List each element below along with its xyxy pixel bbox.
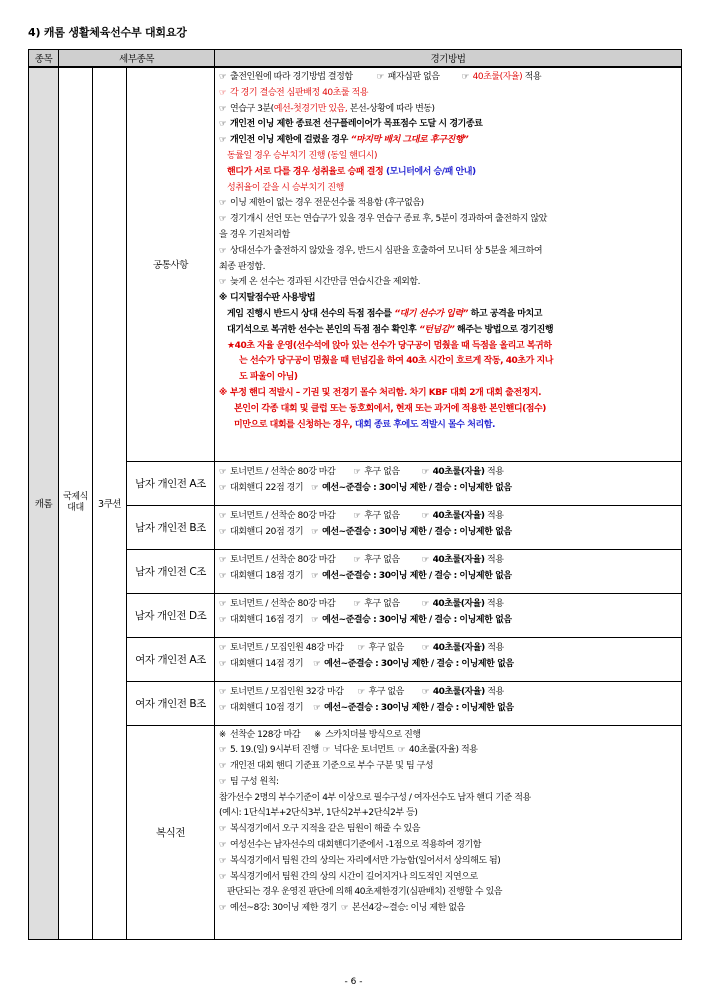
sub-method: ☞ 토너먼트 / 모집인원 32강 마감 ☞ 후구 없음 ☞ 40초룰(자율) 적용 ☞ 대회핸디 10점 경기 ☞ 예선~준결승 : 30이닝 제한 / 결승 : 이닝제한 없음 [215, 681, 682, 725]
pointer-icon: ☞ [311, 570, 319, 581]
sub-label: 남자 개인전 A조 [127, 461, 215, 505]
pointer-icon: ☞ [219, 840, 227, 851]
rule-line: 게임 진행시 반드시 상대 선수의 득점 점수를 “대기 선수가 입력” 하고 공격을 마치고 [227, 308, 542, 319]
pointer-icon: ☞ [219, 570, 227, 581]
rule-line: 대기석으로 복귀한 선수는 본인의 득점 점수 확인후 “턴넘김” 해주는 방법으로 경기진행 [227, 324, 554, 335]
rule-line: ※ 디지탈점수판 사용방법 [219, 291, 678, 307]
pointer-icon: ☞ [219, 245, 227, 256]
rule-line: ☞ 연습구 3분(예선-첫경기만 있음, 본선-상황에 따라 변동) [219, 102, 678, 118]
pointer-icon: ☞ [219, 103, 227, 114]
pointer-icon: ☞ [219, 702, 227, 713]
note-icon: ※ [219, 729, 226, 740]
page-number: - 6 - [344, 977, 363, 987]
event-cushion: 3쿠션 [93, 67, 127, 939]
sub-label: 여자 개인전 A조 [127, 637, 215, 681]
rule-line: ☞ 개인전 이닝 제한에 걸렸을 경우 “마지막 배치 그대로 후구진행” [219, 133, 678, 149]
rule-line: ☞ 각 경기 결승전 심판배정 40초룰 적용 [219, 86, 678, 102]
pointer-icon: ☞ [353, 554, 361, 565]
table-row [29, 593, 682, 637]
sub-method: ☞ 토너먼트 / 선착순 80강 마감 ☞ 후구 없음 ☞ 40초룰(자율) 적용 ☞ 대회핸디 18점 경기 ☞ 예선~준결승 : 30이닝 제한 / 결승 : 이닝제한 없음 [215, 549, 682, 593]
table-row [29, 461, 682, 505]
pointer-icon: ☞ [421, 554, 429, 565]
pointer-icon: ☞ [219, 87, 227, 98]
note-icon: ※ [219, 293, 227, 304]
pointer-icon: ☞ [219, 510, 227, 521]
pointer-icon: ☞ [219, 614, 227, 625]
pointer-icon: ☞ [421, 510, 429, 521]
header-event: 종목 [29, 50, 59, 68]
pointer-icon: ☞ [353, 598, 361, 609]
pointer-icon: ☞ [313, 658, 321, 669]
pointer-icon: ☞ [219, 642, 227, 653]
table-row [29, 725, 682, 939]
pointer-icon: ☞ [219, 686, 227, 697]
sub-label: 남자 개인전 D조 [127, 593, 215, 637]
pointer-icon: ☞ [219, 72, 227, 82]
pointer-icon: ☞ [219, 135, 227, 146]
rule-line: ☞ 경기개시 선언 또는 연습구가 있을 경우 연습구 종료 후, 5분이 경과하여 출전하지 않았 [219, 212, 678, 228]
rule-line: 을 경우 기권처리함 [219, 229, 290, 240]
header-sub-event: 세부종목 [59, 50, 215, 68]
note-icon: ※ [314, 729, 321, 740]
pointer-icon: ☞ [219, 761, 227, 772]
rule-line: 성취율이 같을 시 승부치기 진행 [227, 182, 344, 193]
rule-line: ※ 부정 핸디 적발시 – 기권 및 전경기 몰수 처리함. 차기 KBF 대회 2개 대회 출전정지. [219, 386, 678, 402]
common-label: 공통사항 [127, 67, 215, 461]
pointer-icon: ☞ [219, 658, 227, 669]
pointer-icon: ☞ [357, 686, 365, 697]
pointer-icon: ☞ [219, 554, 227, 565]
doubles-label: 복식전 [127, 725, 215, 939]
sub-method: ☞ 토너먼트 / 선착순 80강 마감 ☞ 후구 없음 ☞ 40초룰(자율) 적용 ☞ 대회핸디 22점 경기 ☞ 예선~준결승 : 30이닝 제한 / 결승 : 이닝제한 없음 [215, 461, 682, 505]
rule-line: 동률일 경우 승부치기 진행 (동일 핸디시) [227, 150, 378, 161]
pointer-icon: ☞ [421, 466, 429, 477]
rule-line: 핸디가 서로 다를 경우 성취율로 승패 결정 (모니터에서 승/패 안내) [227, 166, 476, 177]
pointer-icon: ☞ [219, 745, 227, 756]
sub-label: 남자 개인전 B조 [127, 505, 215, 549]
pointer-icon: ☞ [376, 72, 384, 82]
rule-line: 는 선수가 당구공이 멈췄을 때 턴넘김을 하여 40초 시간이 흐르게 작동, 40초가 지나 [239, 356, 553, 367]
table-header-row [29, 50, 682, 68]
table-row [29, 637, 682, 681]
table-row [29, 681, 682, 725]
rule-line: ☞ 이닝 제한이 없는 경우 전문선수룰 적용함 (후구없음) [219, 196, 678, 212]
sub-label: 남자 개인전 C조 [127, 549, 215, 593]
doubles-rules: ※ 선착순 128강 마감 ※ 스카치더블 방식으로 진행 ☞ 5. 19.(일) 9시부터 진행 ☞ 넉다운 토너먼트 ☞ 40초룰(자율) 적용 ☞ 개인전 대회 핸디 기준표 기준으로 부수 구분 및 팀 구성 ☞ 팀 구성 원칙: 참가선수 2명의 부수기준이 4부 이상으로 필수구성 / 여자선수도 남자 핸디 기준 적용 (예시: 1단식1부+2단식3부, 1단식2부+2단식2부 등) ☞ 복식경기에서 오구 지적을 같은 팀원이 해줄 수 있음 ☞ 여성선수는 남자선수의 대회핸디기준에서 -1점으로 적용하여 경기함 ☞ 복식경기에서 팀원 간의 상의는 자리에서만 가능함(일어서서 상의해도 됨) ☞ 복식경기에서 팀원 간의 상의 시간이 길어지거나 의도적인 지연으로 판단되는 경우 운영진 판단에 의해 40초제한경기(심판배치) 진행할 수 있음 ☞ 예선~8강: 30이닝 제한 경기 ☞ 본선4강~결승: 이닝 제한 없음 [215, 725, 682, 939]
pointer-icon: ☞ [219, 871, 227, 882]
rule-line: ☞ 출전인원에 따라 경기방법 결정함 ☞ 패자심판 없음 ☞ 40초룰(자율) 적용 [219, 70, 678, 86]
pointer-icon: ☞ [219, 776, 227, 787]
pointer-icon: ☞ [219, 198, 227, 209]
pointer-icon: ☞ [313, 702, 321, 713]
pointer-icon: ☞ [219, 824, 227, 835]
pointer-icon: ☞ [397, 745, 406, 756]
sub-label: 여자 개인전 B조 [127, 681, 215, 725]
pointer-icon: ☞ [340, 903, 349, 914]
rule-line: 최종 판정함. [219, 261, 266, 272]
pointer-icon: ☞ [219, 482, 227, 493]
sub-method: ☞ 토너먼트 / 선착순 80강 마감 ☞ 후구 없음 ☞ 40초룰(자율) 적용 ☞ 대회핸디 20점 경기 ☞ 예선~준결승 : 30이닝 제한 / 결승 : 이닝제한 없음 [215, 505, 682, 549]
event-name: 캐롬 [29, 67, 59, 939]
rule-line: 본인이 각종 대회 및 클럽 또는 동호회에서, 현재 또는 과거에 적용한 본인핸디(점수) [234, 403, 546, 414]
pointer-icon: ☞ [461, 72, 469, 82]
competition-rules-table [28, 49, 682, 940]
common-rules [215, 67, 682, 461]
page-title: 4) 캐롬 생활체육선수부 대회요강 [28, 26, 187, 39]
pointer-icon: ☞ [219, 277, 227, 288]
pointer-icon: ☞ [219, 214, 227, 225]
pointer-icon: ☞ [311, 614, 319, 625]
pointer-icon: ☞ [219, 903, 227, 914]
event-division [59, 67, 93, 939]
note-icon: ※ [219, 387, 227, 398]
pointer-icon: ☞ [322, 745, 330, 756]
table-row [29, 549, 682, 593]
pointer-icon: ☞ [219, 526, 227, 537]
pointer-icon: ☞ [357, 642, 365, 653]
pointer-icon: ☞ [219, 855, 227, 866]
pointer-icon: ☞ [421, 686, 430, 697]
rule-line: ☞ 늦게 온 선수는 경과된 시간만큼 연습시간을 제외함. [219, 275, 678, 291]
pointer-icon: ☞ [421, 642, 430, 653]
sub-method: ☞ 토너먼트 / 선착순 80강 마감 ☞ 후구 없음 ☞ 40초룰(자율) 적용 ☞ 대회핸디 16점 경기 ☞ 예선~준결승 : 30이닝 제한 / 결승 : 이닝제한 없음 [215, 593, 682, 637]
pointer-icon: ☞ [219, 119, 227, 130]
division-text: 국제식 대대 [63, 492, 88, 514]
rule-line: 미만으로 대회를 신청하는 경우, 대회 종료 후에도 적발시 몰수 처리함. [234, 419, 495, 430]
pointer-icon: ☞ [311, 482, 319, 493]
pointer-icon: ☞ [421, 598, 429, 609]
rule-line: ☞ 상대선수가 출전하지 않았을 경우, 반드시 심판을 호출하여 모니터 상 5분을 체크하여 [219, 244, 678, 260]
pointer-icon: ☞ [353, 510, 361, 521]
header-method: 경기방법 [215, 50, 682, 68]
rule-line: ☞ 개인전 이닝 제한 종료전 선구플레이어가 목표점수 도달 시 경기종료 [219, 117, 678, 133]
table-row [29, 67, 682, 461]
pointer-icon: ☞ [219, 466, 227, 477]
rule-line: 도 파울이 아님) [239, 372, 298, 383]
table-row [29, 505, 682, 549]
sub-method: ☞ 토너먼트 / 모집인원 48강 마감 ☞ 후구 없음 ☞ 40초룰(자율) 적용 ☞ 대회핸디 14점 경기 ☞ 예선~준결승 : 30이닝 제한 / 결승 : 이닝제한 없음 [215, 637, 682, 681]
pointer-icon: ☞ [353, 466, 361, 477]
pointer-icon: ☞ [311, 526, 319, 537]
rule-line: ★40초 자율 운영(선수석에 앉아 있는 선수가 당구공이 멈췄을 때 득점을 올리고 복귀하 [227, 340, 552, 351]
pointer-icon: ☞ [219, 598, 227, 609]
